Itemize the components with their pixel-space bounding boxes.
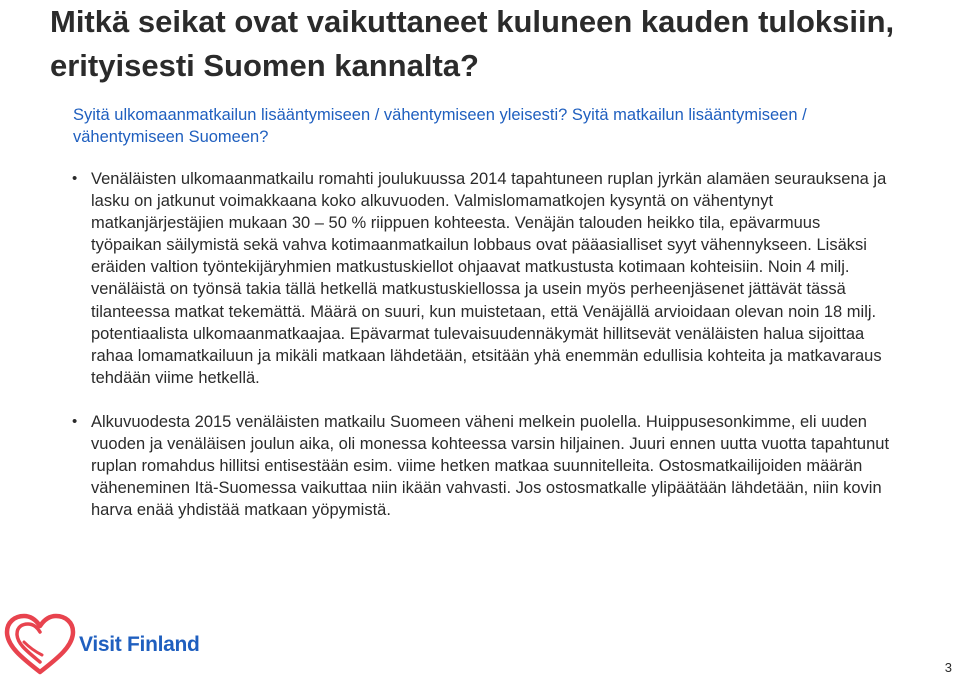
heart-logo-icon	[2, 612, 78, 678]
bullet-item	[70, 168, 890, 389]
bullet-text: Venäläisten ulkomaanmatkailu romahti joulukuussa 2014 tapahtuneen ruplan jyrkän alamäen seurauksena ja lasku on jatkunut voimakkaana koko alkuvuoden. Valmislomamatkojen kysyntä on vähentynyt matkanjärjestäjien mukaan 30 – 50 % riippuen kohteesta. Venäjän talouden heikko tila, epävarmuus työpaikan säilymistä sekä vahva kotimaanmatkailun lobbaus ovat pääasialliset syyt vähennykseen. Lisäksi eräiden valtion työntekijäryhmien matkustuskiellot ohjaavat matkustusta kotimaan kohteisiin. Noin 4 milj. venäläistä on työnsä takia tällä hetkellä matkustuskiellossa ja usein myös perheenjäsenet jättävät tässä tilanteessa matkat tekemättä. Määrä on suuri, kun muistetaan, että Venäjällä arvioidaan olevan noin 18 milj. potentiaalista ulkomaanmatkaajaa. Epävarmat tulevaisuudennäkymät hillitsevät venäläisten halua sijoittaa rahaa lomamatkailuun ja mikäli matkaan lähdetään, etsitään yhä enemmän edullisia kohteita ja matkavaraus tehdään viime hetkellä.	[91, 170, 887, 387]
bullet-list	[70, 168, 890, 521]
page-number: 3	[944, 660, 952, 675]
visit-finland-logo	[0, 608, 200, 679]
bullet-item	[70, 411, 890, 521]
logo-text: Visit Finland	[79, 633, 200, 656]
bullet-marker: •	[72, 170, 78, 187]
slide-subtitle: Syitä ulkomaanmatkailun lisääntymiseen / vähentymiseen yleisesti? Syitä matkailun lisääntymiseen / vähentymiseen Suomeen?	[73, 106, 807, 146]
bullet-marker: •	[72, 412, 78, 430]
slide-title: Mitkä seikat ovat vaikuttaneet kuluneen kauden tuloksiin, erityisesti Suomen kannalta?	[50, 4, 895, 83]
bullet-text: Alkuvuodesta 2015 venäläisten matkailu Suomeen väheni melkein puolella. Huippusesonkimme, eli uuden vuoden ja venäläisen joulun aika, oli monessa kohteessa varsin hiljainen. Juuri ennen uutta vuotta tapahtunut ruplan romahdus hillitsi entisestään esim. viime hetken matkaa suunnitelleita. Ostosmatkailijoiden määrän väheneminen Itä-Suomessa vaikuttaa niin ikään vahvasti. Jos ostosmatkalle ylipäätään lähdetään, niin kovin harva enää yhdistää matkaan yöpymistä.	[91, 412, 890, 520]
